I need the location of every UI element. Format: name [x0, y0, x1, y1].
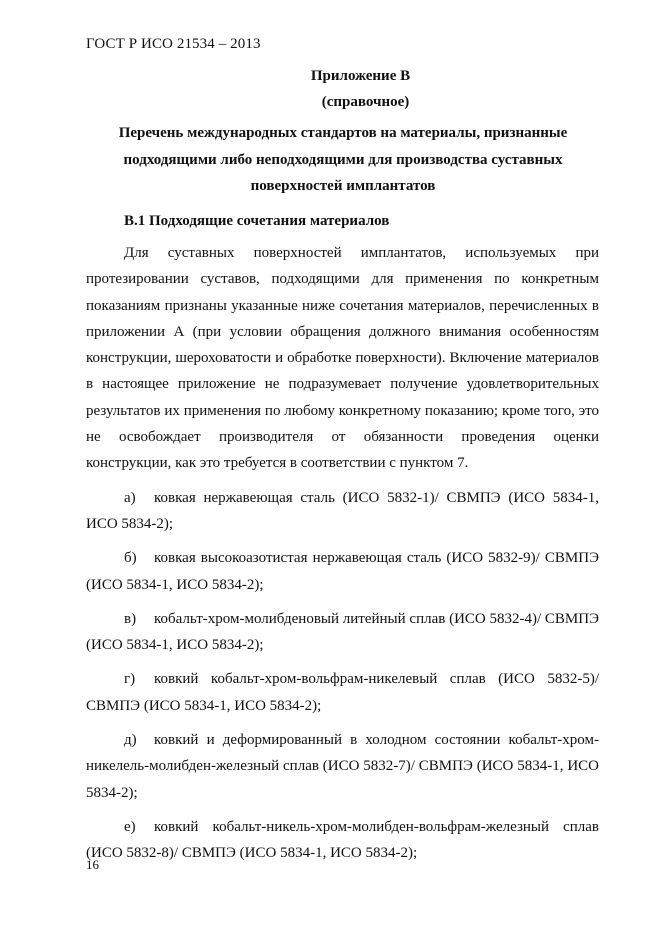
- list-item-text: ковкий и деформированный в холодном состоянии кобальт-хром-никелель-молибден-железный сплав (ИСО 5832-7)/ СВМПЭ (ИСО 5834-1, ИСО 5834-2);: [86, 732, 599, 801]
- standard-header: ГОСТ Р ИСО 21534 – 2013: [86, 36, 261, 52]
- list-item: [86, 545, 599, 598]
- list-item: [86, 485, 599, 538]
- list-item: [86, 727, 599, 806]
- section-body: [86, 240, 599, 867]
- list-item-text: ковкая нержавеющая сталь (ИСО 5832-1)/ СВМПЭ (ИСО 5834-1, ИСО 5834-2);: [86, 489, 599, 532]
- appendix-label: Приложение В: [310, 68, 411, 84]
- list-item-label: е): [124, 818, 136, 835]
- list-item: [86, 814, 599, 867]
- intro-paragraph: Для суставных поверхностей имплантатов, используемых при протезировании суставов, подходящими для применения по конкретным показаниям признаны указанные ниже сочетания материалов, перечисленных в приложении А (при условии обращения должного внимания особенностям конструкции, шероховатости и обработке поверхности). Включение материалов в настоящее приложение не подразумевает получение удовлетворительных результатов их применения по любому конкретному показанию; кроме того, это не освобождает производителя от обязанности проведения оценки конструкции, как это требуется в соответствии с пунктом 7.: [86, 245, 599, 472]
- appendix-type: (справочное): [321, 94, 410, 110]
- list-item-text: ковкий кобальт-никель-хром-молибден-вольфрам-железный сплав (ИСО 5832-8)/ СВМПЭ (ИСО 5834-1, ИСО 5834-2);: [86, 818, 599, 862]
- section-heading: В.1 Подходящие сочетания материалов: [124, 213, 390, 229]
- list-item-label: а): [124, 489, 136, 506]
- list-item-label: д): [124, 732, 137, 749]
- appendix-title: Перечень международных стандартов на материалы, признанные подходящими либо неподходящими для производства суставных поверхностей имплантатов: [118, 125, 568, 194]
- list-item-label: в): [124, 610, 137, 627]
- list-item-label: б): [124, 550, 137, 567]
- list-item: [86, 666, 599, 719]
- list-item: [86, 606, 599, 659]
- list-item-text: ковкая высокоазотистая нержавеющая сталь (ИСО 5832-9)/ СВМПЭ (ИСО 5834-1, ИСО 5834-2);: [86, 550, 599, 593]
- list-item-text: ковкий кобальт-хром-вольфрам-никелевый сплав (ИСО 5832-5)/ СВМПЭ (ИСО 5834-1, ИСО 5834-2);: [86, 671, 599, 714]
- list-item-label: г): [124, 671, 136, 688]
- list-item-text: кобальт-хром-молибденовый литейный сплав (ИСО 5832-4)/ СВМПЭ (ИСО 5834-1, ИСО 5834-2);: [86, 610, 599, 654]
- page-number: 16: [86, 857, 99, 872]
